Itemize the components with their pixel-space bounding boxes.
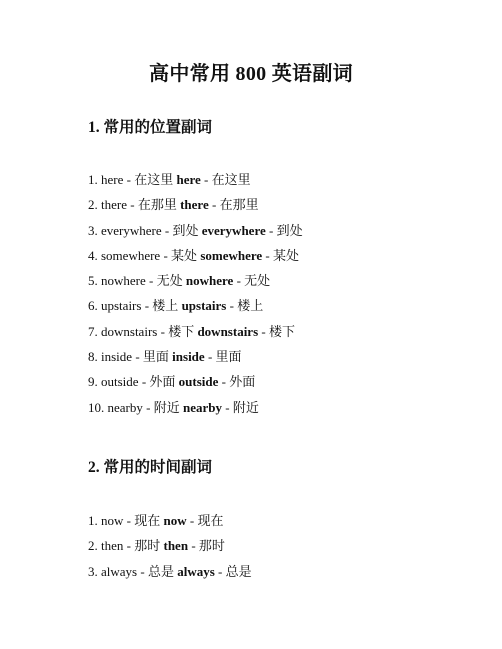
item-separator: - <box>164 222 170 238</box>
item-meaning: 附近 <box>153 399 180 415</box>
item-separator: - <box>163 247 168 263</box>
item-word: always <box>101 563 138 579</box>
item-word-bold: now <box>163 513 187 528</box>
item-word-bold: outside <box>178 374 219 390</box>
item-separator: - <box>144 298 150 314</box>
item-number: 8. <box>88 349 98 365</box>
item-separator: - <box>207 349 213 365</box>
item-meaning: 在那里 <box>137 197 177 213</box>
item-word: everywhere <box>101 222 162 238</box>
item-separator: - <box>140 563 145 579</box>
item-word: now <box>101 513 124 528</box>
list-item <box>88 563 252 588</box>
word-list-time-adverbs <box>88 512 252 588</box>
list-item <box>88 537 252 562</box>
item-separator: - <box>126 538 131 554</box>
list-item <box>88 272 303 297</box>
item-word: somewhere <box>101 247 161 263</box>
item-word-bold: then <box>163 538 189 554</box>
item-meaning-repeat: 无处 <box>244 273 271 289</box>
item-separator: - <box>265 247 270 263</box>
item-meaning: 无处 <box>156 273 183 289</box>
item-meaning-repeat: 楼下 <box>268 323 295 339</box>
item-meaning: 里面 <box>142 349 169 365</box>
item-separator: - <box>135 349 140 365</box>
item-separator: - <box>126 172 131 187</box>
list-item <box>88 222 303 247</box>
item-number: 3. <box>88 563 98 579</box>
item-meaning-repeat: 附近 <box>232 399 259 415</box>
word-list-position-adverbs <box>88 171 303 424</box>
item-word: there <box>101 197 127 213</box>
item-number: 1. <box>88 172 98 187</box>
item-meaning-repeat: 里面 <box>215 349 242 365</box>
item-separator: - <box>218 563 223 579</box>
section-heading-time-adverbs: 2. 常用的时间副词 <box>88 459 213 476</box>
item-number: 7. <box>88 323 98 339</box>
item-separator: - <box>211 197 217 213</box>
item-word: outside <box>101 374 139 390</box>
item-separator: - <box>261 323 266 339</box>
item-meaning-repeat: 外面 <box>229 374 256 390</box>
section-heading-position-adverbs: 1. 常用的位置副词 <box>88 119 213 136</box>
item-meaning-repeat: 那时 <box>198 538 225 554</box>
item-meaning-repeat: 在这里 <box>211 172 251 187</box>
item-number: 2. <box>88 538 98 554</box>
item-meaning-repeat: 在那里 <box>219 197 259 213</box>
item-separator: - <box>269 222 274 238</box>
item-word-bold: always <box>177 563 215 579</box>
item-separator: - <box>221 374 226 390</box>
list-item <box>88 171 303 196</box>
item-word: upstairs <box>101 298 142 314</box>
item-separator: - <box>146 399 151 415</box>
list-item <box>88 348 303 373</box>
item-separator: - <box>229 298 234 314</box>
item-separator: - <box>130 197 135 213</box>
list-item <box>88 512 252 537</box>
list-item <box>88 323 303 348</box>
item-separator: - <box>149 273 154 289</box>
list-item <box>88 373 303 398</box>
item-meaning: 现在 <box>134 513 161 528</box>
item-number: 9. <box>88 374 98 390</box>
item-separator: - <box>236 273 241 289</box>
item-meaning-repeat: 现在 <box>197 513 224 528</box>
item-word-bold: downstairs <box>197 323 259 339</box>
item-word-bold: everywhere <box>201 222 266 238</box>
item-word: then <box>101 538 124 554</box>
item-word: inside <box>101 349 133 365</box>
list-item <box>88 196 303 221</box>
item-word-bold: there <box>180 197 209 213</box>
item-separator: - <box>204 172 209 187</box>
list-item <box>88 297 303 322</box>
item-meaning: 某处 <box>171 247 198 263</box>
list-item <box>88 247 303 272</box>
item-meaning: 外面 <box>149 374 176 390</box>
item-meaning-repeat: 到处 <box>276 222 303 238</box>
item-word: nearby <box>107 399 143 415</box>
item-separator: - <box>126 513 131 528</box>
item-word: downstairs <box>101 323 158 339</box>
item-number: 6. <box>88 298 98 314</box>
item-word: nowhere <box>101 273 146 289</box>
item-separator: - <box>189 513 195 528</box>
item-word-bold: nearby <box>182 399 222 415</box>
item-number: 10. <box>88 399 105 415</box>
item-separator: - <box>191 538 196 554</box>
item-separator: - <box>225 399 230 415</box>
item-meaning: 到处 <box>172 222 199 238</box>
item-number: 2. <box>88 197 98 213</box>
document-title: 高中常用 800 英语副词 <box>149 63 353 85</box>
item-meaning-repeat: 总是 <box>225 563 252 579</box>
item-number: 4. <box>88 247 98 263</box>
item-word: here <box>101 172 124 187</box>
item-word-bold: inside <box>172 349 205 365</box>
item-number: 3. <box>88 222 98 238</box>
item-separator: - <box>141 374 147 390</box>
item-number: 5. <box>88 273 98 289</box>
item-meaning: 楼下 <box>168 323 195 339</box>
item-meaning: 楼上 <box>152 298 179 314</box>
item-meaning-repeat: 某处 <box>273 247 300 263</box>
item-meaning: 总是 <box>147 563 174 579</box>
item-word-bold: here <box>176 172 201 187</box>
item-word-bold: nowhere <box>185 273 234 289</box>
list-item <box>88 399 303 424</box>
item-meaning: 那时 <box>134 538 161 554</box>
item-separator: - <box>160 323 165 339</box>
item-meaning: 在这里 <box>134 172 174 187</box>
item-word-bold: somewhere <box>200 247 263 263</box>
item-word-bold: upstairs <box>181 298 227 314</box>
item-meaning-repeat: 楼上 <box>237 298 264 314</box>
item-number: 1. <box>88 513 98 528</box>
